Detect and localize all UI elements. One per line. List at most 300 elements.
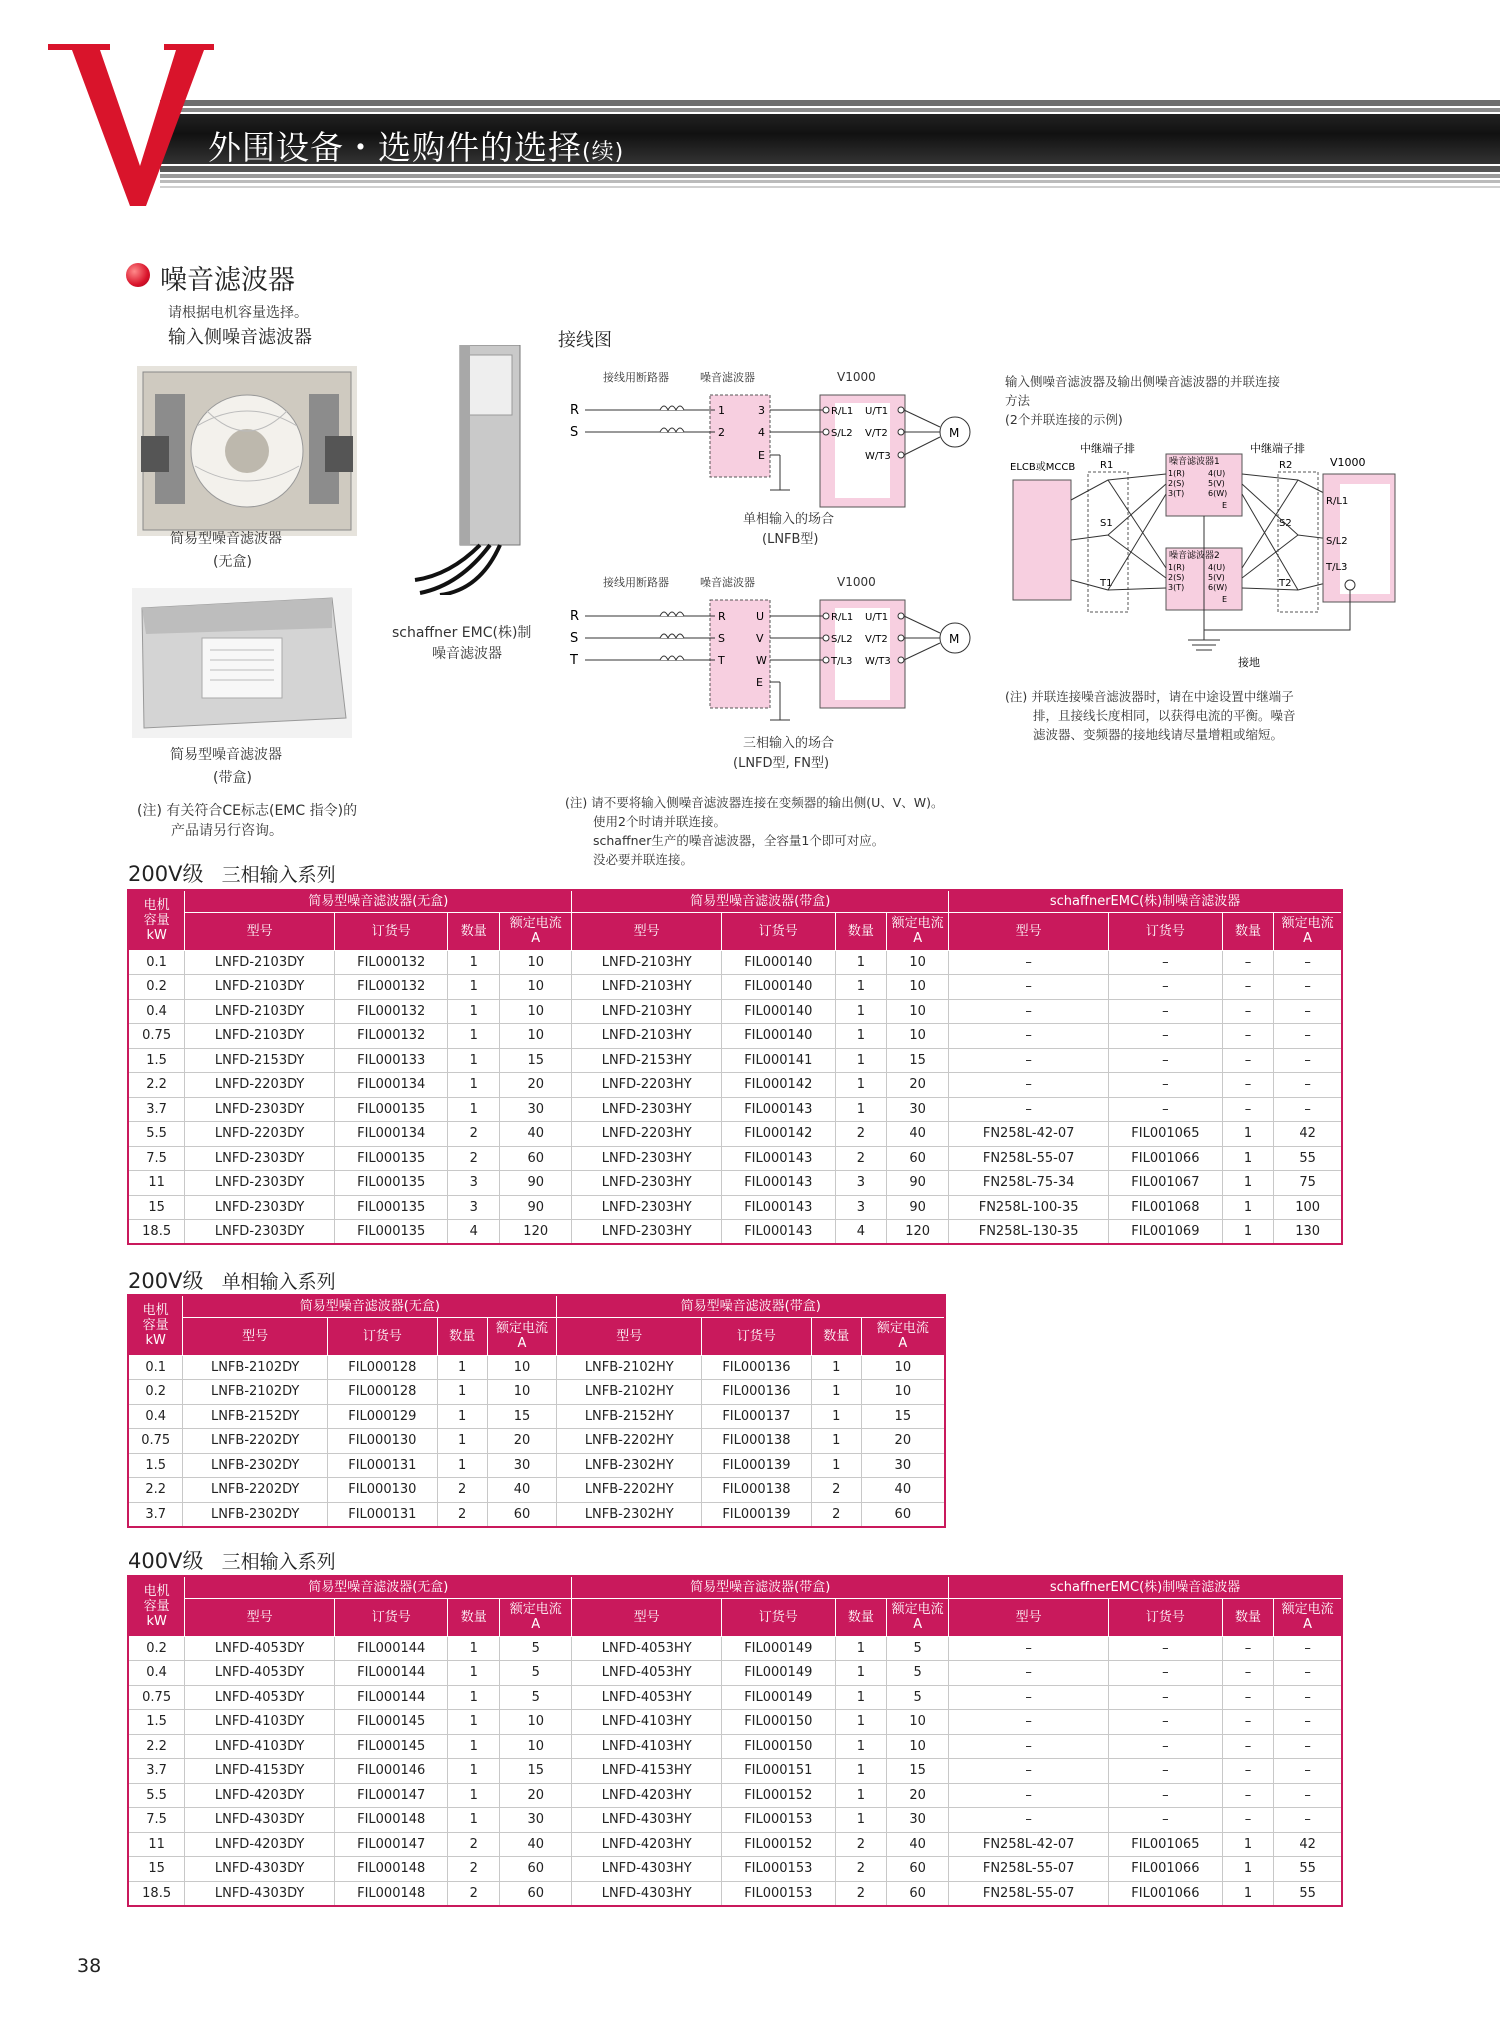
table-cell: FIL000147 — [334, 1832, 448, 1857]
d2-input-S: S — [570, 631, 579, 646]
wiring-note-line-3: schaffner生产的噪音滤波器，全容量1个即可对应。 — [593, 833, 885, 848]
table-cell: 2 — [811, 1502, 861, 1527]
parallel-title-line-3: (2个并联连接的示例) — [1005, 412, 1123, 427]
table-cell: 40 — [887, 1832, 949, 1857]
table-cell: FIL000152 — [722, 1832, 836, 1857]
d1-term-VT2: V/T2 — [865, 428, 888, 439]
table-cell: – — [1109, 1685, 1223, 1710]
table-cell: 1 — [835, 1661, 887, 1686]
d1-motor-icon: M — [949, 426, 960, 440]
table-row — [128, 1171, 1342, 1196]
table-cell: 1 — [1222, 1195, 1274, 1220]
table-cell: 3.7 — [128, 1502, 183, 1527]
group-no-box-header: 简易型噪音滤波器(无盒) — [185, 1576, 572, 1598]
d3-f2-p4: 4(U) — [1208, 563, 1226, 572]
qty-header: 数量 — [1222, 1598, 1274, 1636]
table-cell: 60 — [487, 1502, 557, 1527]
table-row — [128, 1636, 1342, 1661]
d3-f1-pE: E — [1222, 501, 1228, 510]
table-cell: LNFD-4053HY — [572, 1685, 722, 1710]
model-header: 型号 — [557, 1317, 702, 1355]
table-row — [128, 1220, 1342, 1245]
table-cell: FIL001065 — [1109, 1122, 1223, 1147]
table-cell: 1 — [811, 1404, 861, 1429]
table-cell: LNFD-4103DY — [185, 1710, 335, 1735]
table-cell: 3 — [835, 1195, 887, 1220]
table-cell: FIL000131 — [327, 1502, 437, 1527]
table-cell: 40 — [500, 1832, 572, 1857]
table-cell: FN258L-42-07 — [949, 1122, 1109, 1147]
table-cell: 2 — [835, 1122, 887, 1147]
d1-filter-term-4: 4 — [758, 426, 765, 439]
table-cell: 60 — [887, 1857, 949, 1882]
table-cell: LNFD-2303HY — [572, 1146, 722, 1171]
table-cell: – — [1109, 1710, 1223, 1735]
table-cell: 3.7 — [128, 1097, 185, 1122]
table-cell: FIL000137 — [702, 1404, 812, 1429]
table-cell: – — [1109, 1636, 1223, 1661]
table-cell: 1 — [448, 1710, 500, 1735]
d3-f1-p6: 6(W) — [1208, 489, 1228, 498]
table-cell: 1 — [811, 1380, 861, 1405]
table-cell: LNFD-2153HY — [572, 1048, 722, 1073]
table-cell: – — [949, 1048, 1109, 1073]
table-cell: LNFD-4203HY — [572, 1832, 722, 1857]
table-cell: LNFD-2153DY — [185, 1048, 335, 1073]
table-cell: 0.2 — [128, 975, 185, 1000]
d3-R1: R1 — [1100, 460, 1114, 471]
table2-title: 200V级 单相输入系列 — [128, 1269, 336, 1293]
table-cell: 1 — [1222, 1122, 1274, 1147]
group-box-header: 简易型噪音滤波器(带盒) — [572, 890, 949, 912]
table-cell: 10 — [500, 1734, 572, 1759]
table-cell: 3 — [448, 1171, 500, 1196]
d3-term-RL1: R/L1 — [1326, 496, 1349, 507]
table-cell: 30 — [887, 1097, 949, 1122]
table-cell: 5 — [887, 1685, 949, 1710]
d1-caption-1: 单相输入的场合 — [743, 512, 835, 527]
table-cell: 1 — [448, 950, 500, 975]
model-header: 型号 — [572, 1598, 722, 1636]
table1-200v-three-phase — [127, 889, 1343, 1245]
table-cell: 5 — [500, 1685, 572, 1710]
table-cell: 1 — [835, 999, 887, 1024]
table-cell: – — [1109, 1048, 1223, 1073]
table-cell: LNFB-2152HY — [557, 1404, 702, 1429]
table-cell: FIL000148 — [334, 1857, 448, 1882]
order-header: 订货号 — [722, 912, 836, 950]
rated-current-header: 额定电流 A — [887, 1598, 949, 1636]
table-cell: 30 — [487, 1453, 557, 1478]
parallel-wiring-diagram — [1008, 440, 1400, 675]
table-cell: – — [949, 999, 1109, 1024]
table-cell: 1 — [448, 1024, 500, 1049]
table-cell: – — [1222, 1808, 1274, 1833]
table-cell: – — [1274, 1710, 1342, 1735]
table-cell: 0.75 — [128, 1429, 183, 1454]
d3-S2: S2 — [1279, 518, 1292, 529]
table-cell: 1.5 — [128, 1048, 185, 1073]
table-cell: 10 — [861, 1355, 945, 1380]
ce-note-line-1: (注) 有关符合CE标志(EMC 指令)的 — [137, 803, 358, 819]
d2-filter-term-S: S — [718, 632, 725, 645]
table-cell: 10 — [887, 999, 949, 1024]
table-cell: – — [1222, 1661, 1274, 1686]
table-cell: FIL000140 — [722, 999, 836, 1024]
d1-input-S: S — [570, 425, 579, 440]
order-header: 订货号 — [334, 1598, 448, 1636]
table-cell: – — [1222, 950, 1274, 975]
table-cell: 55 — [1274, 1146, 1342, 1171]
table-cell: 1 — [1222, 1881, 1274, 1906]
table-cell: – — [1222, 1710, 1274, 1735]
table-row — [128, 1685, 1342, 1710]
motor-capacity-header: 电机 容量 kW — [128, 890, 185, 950]
table-cell: 1 — [811, 1355, 861, 1380]
page-title: 外围设备・选购件的选择(续) — [208, 128, 625, 167]
table-cell: LNFD-2203DY — [185, 1122, 335, 1147]
table-cell: FIL000130 — [327, 1429, 437, 1454]
table-cell: – — [1109, 1024, 1223, 1049]
table-cell: 3 — [448, 1195, 500, 1220]
table-row — [128, 1783, 1342, 1808]
table-cell: – — [1274, 975, 1342, 1000]
table-cell: 90 — [887, 1195, 949, 1220]
table1-title: 200V级 三相输入系列 — [128, 862, 336, 886]
table-cell: FIL000143 — [722, 1171, 836, 1196]
box-caption-2: (带盒) — [213, 770, 252, 786]
table-row — [128, 1429, 945, 1454]
model-header: 型号 — [572, 912, 722, 950]
d3-T1: T1 — [1100, 578, 1113, 589]
model-header: 型号 — [185, 912, 335, 950]
table-cell: – — [1109, 1661, 1223, 1686]
rated-current-header: 额定电流 A — [887, 912, 949, 950]
table-cell: FN258L-75-34 — [949, 1171, 1109, 1196]
table-cell: – — [1274, 1661, 1342, 1686]
table-cell: FIL000132 — [334, 950, 448, 975]
table-cell: 40 — [487, 1478, 557, 1503]
rated-current-header: 额定电流 A — [500, 1598, 572, 1636]
table-cell: – — [1109, 999, 1223, 1024]
table-cell: – — [1274, 1759, 1342, 1784]
filter-no-box-image — [137, 366, 357, 536]
group-no-box-header: 简易型噪音滤波器(无盒) — [185, 890, 572, 912]
table-cell: 10 — [500, 1024, 572, 1049]
table-cell: – — [949, 1073, 1109, 1098]
table-cell: 5 — [500, 1661, 572, 1686]
table-cell: 3.7 — [128, 1759, 185, 1784]
table-cell: LNFD-2303HY — [572, 1195, 722, 1220]
table-cell: 60 — [500, 1857, 572, 1882]
table-cell: FIL000135 — [334, 1171, 448, 1196]
d2-term-RL1: R/L1 — [831, 612, 854, 623]
table-cell: FIL001066 — [1109, 1857, 1223, 1882]
order-header: 订货号 — [702, 1317, 812, 1355]
table-cell: – — [1274, 1636, 1342, 1661]
table-cell: 1 — [835, 1048, 887, 1073]
d3-f1-p1: 1(R) — [1168, 469, 1185, 478]
d3-filter2-label: 噪音滤波器2 — [1169, 551, 1220, 561]
qty-header: 数量 — [835, 1598, 887, 1636]
table-cell: 55 — [1274, 1881, 1342, 1906]
table-cell: LNFD-2303DY — [185, 1146, 335, 1171]
table-cell: FIL000153 — [722, 1857, 836, 1882]
table-cell: 2 — [811, 1478, 861, 1503]
table-cell: FIL000134 — [334, 1122, 448, 1147]
table-cell: LNFB-2302DY — [183, 1502, 328, 1527]
d3-T2: T2 — [1279, 578, 1292, 589]
table-cell: LNFD-4103HY — [572, 1734, 722, 1759]
table-cell: LNFB-2202DY — [183, 1429, 328, 1454]
table-cell: 2 — [835, 1881, 887, 1906]
table-row — [128, 999, 1342, 1024]
d3-R2: R2 — [1279, 460, 1293, 471]
section-intro: 请根据电机容量选择。 — [168, 305, 308, 321]
rated-current-header: 额定电流 A — [487, 1317, 557, 1355]
table-cell: 15 — [887, 1048, 949, 1073]
table-cell: 1 — [835, 950, 887, 975]
table-cell: FIL000140 — [722, 975, 836, 1000]
table-cell: LNFD-4303HY — [572, 1857, 722, 1882]
d3-S1: S1 — [1100, 518, 1113, 529]
table-cell: 1 — [448, 1734, 500, 1759]
table-cell: 20 — [500, 1073, 572, 1098]
no-box-caption-1: 简易型噪音滤波器 — [170, 531, 282, 547]
table-cell: – — [949, 1710, 1109, 1735]
table-cell: – — [1109, 975, 1223, 1000]
table-cell: 10 — [487, 1355, 557, 1380]
table-cell: FIL000142 — [722, 1073, 836, 1098]
d3-f1-p3: 3(T) — [1168, 489, 1185, 498]
parallel-note-line-1: (注) 并联连接噪音滤波器时，请在中途设置中继端子 — [1005, 689, 1294, 704]
table-cell: LNFD-2103HY — [572, 999, 722, 1024]
table-cell: 1.5 — [128, 1710, 185, 1735]
table-cell: 75 — [1274, 1171, 1342, 1196]
table-cell: 0.75 — [128, 1685, 185, 1710]
d3-relay-2-label: 中继端子排 — [1250, 442, 1305, 455]
d1-input-R: R — [570, 403, 580, 418]
wiring-note-line-1: (注) 请不要将输入侧噪音滤波器连接在变频器的输出侧(U、V、W)。 — [565, 795, 944, 810]
parallel-note — [1005, 687, 1296, 744]
table-cell: FIL000135 — [334, 1195, 448, 1220]
d3-filter1-label: 噪音滤波器1 — [1169, 457, 1220, 467]
d3-ground-label: 接地 — [1238, 656, 1260, 669]
ce-note — [137, 801, 357, 841]
table-cell: – — [1274, 1097, 1342, 1122]
table-row — [128, 1355, 945, 1380]
table-cell: 1 — [811, 1429, 861, 1454]
table-cell: FIL001066 — [1109, 1146, 1223, 1171]
table-cell: LNFD-4153DY — [185, 1759, 335, 1784]
table-cell: 1 — [835, 1808, 887, 1833]
table-cell: LNFD-4053DY — [185, 1661, 335, 1686]
table-cell: LNFB-2202HY — [557, 1478, 702, 1503]
parallel-note-line-2: 排，且接线长度相同，以获得电流的平衡。噪音 — [1033, 708, 1296, 723]
schaffner-caption-2: 噪音滤波器 — [432, 646, 502, 662]
table-cell: LNFD-4203HY — [572, 1783, 722, 1808]
table-cell: – — [949, 1783, 1109, 1808]
d1-term-SL2: S/L2 — [831, 428, 853, 439]
table-cell: FIL000138 — [702, 1429, 812, 1454]
order-header: 订货号 — [1109, 912, 1223, 950]
table-cell: FIL000129 — [327, 1404, 437, 1429]
table-cell: FIL000143 — [722, 1146, 836, 1171]
table-cell: LNFD-4053DY — [185, 1636, 335, 1661]
d3-f2-p6: 6(W) — [1208, 583, 1228, 592]
table-cell: 1 — [835, 975, 887, 1000]
table-cell: FIL000144 — [334, 1636, 448, 1661]
table-cell: LNFB-2302HY — [557, 1453, 702, 1478]
d3-f1-p4: 4(U) — [1208, 469, 1226, 478]
table-cell: FIL000145 — [334, 1710, 448, 1735]
table-row — [128, 1661, 1342, 1686]
table-cell: 40 — [887, 1122, 949, 1147]
table-cell: FIL001067 — [1109, 1171, 1223, 1196]
table-cell: LNFD-2303DY — [185, 1195, 335, 1220]
wiring-note — [565, 793, 944, 869]
table-cell: FIL000144 — [334, 1685, 448, 1710]
table-cell: 2.2 — [128, 1478, 183, 1503]
table-cell: FIL000151 — [722, 1759, 836, 1784]
rated-current-header: 额定电流 A — [861, 1317, 945, 1355]
table-cell: FN258L-55-07 — [949, 1881, 1109, 1906]
table-cell: 10 — [887, 950, 949, 975]
table-cell: 60 — [500, 1881, 572, 1906]
table-cell: 120 — [500, 1220, 572, 1245]
table-cell: LNFD-2303HY — [572, 1171, 722, 1196]
group-no-box-header: 简易型噪音滤波器(无盒) — [183, 1295, 557, 1317]
table-cell: 5 — [500, 1636, 572, 1661]
d2-filter-term-U: U — [756, 610, 765, 623]
model-header: 型号 — [949, 912, 1109, 950]
d2-term-VT2: V/T2 — [865, 634, 888, 645]
wiring-note-line-2: 使用2个时请并联连接。 — [593, 814, 726, 829]
table-cell: 10 — [887, 1710, 949, 1735]
table-cell: LNFD-4203DY — [185, 1783, 335, 1808]
table-cell: FIL000132 — [334, 1024, 448, 1049]
table-cell: – — [1222, 975, 1274, 1000]
table-cell: 15 — [128, 1195, 185, 1220]
table-cell: 60 — [887, 1881, 949, 1906]
table-cell: 60 — [500, 1146, 572, 1171]
order-header: 订货号 — [334, 912, 448, 950]
table-cell: 1 — [835, 1734, 887, 1759]
d1-filter-term-3: 3 — [758, 404, 765, 417]
table-cell: 0.1 — [128, 950, 185, 975]
table-row — [128, 1502, 945, 1527]
table-cell: – — [1274, 1685, 1342, 1710]
table-cell: – — [949, 1661, 1109, 1686]
table-cell: 18.5 — [128, 1881, 185, 1906]
table-cell: 7.5 — [128, 1146, 185, 1171]
table-cell: 1 — [448, 999, 500, 1024]
table-cell: 2 — [437, 1502, 487, 1527]
table-cell: – — [949, 1759, 1109, 1784]
table-cell: – — [949, 950, 1109, 975]
table-cell: FIL000141 — [722, 1048, 836, 1073]
table-cell: – — [1222, 1636, 1274, 1661]
table-cell: FIL000136 — [702, 1380, 812, 1405]
table-cell: – — [949, 1636, 1109, 1661]
table-cell: 15 — [861, 1404, 945, 1429]
table-cell: 1 — [437, 1404, 487, 1429]
table-cell: 4 — [448, 1220, 500, 1245]
group-box-header: 简易型噪音滤波器(带盒) — [572, 1576, 949, 1598]
table-cell: 40 — [500, 1122, 572, 1147]
table-cell: – — [1109, 1783, 1223, 1808]
table-cell: FIL000153 — [722, 1808, 836, 1833]
table-row — [128, 1857, 1342, 1882]
table-cell: 1 — [1222, 1832, 1274, 1857]
schaffner-filter-image — [410, 345, 570, 595]
table-row — [128, 1195, 1342, 1220]
table-cell: FIL000150 — [722, 1734, 836, 1759]
table-cell: 42 — [1274, 1832, 1342, 1857]
table-cell: – — [1222, 1734, 1274, 1759]
table-cell: FIL000136 — [702, 1355, 812, 1380]
d1-breaker-label: 接线用断路器 — [603, 371, 669, 384]
group-schaffner-header: schaffnerEMC(株)制噪音滤波器 — [949, 1576, 1342, 1598]
d3-term-TL3: T/L3 — [1326, 562, 1348, 573]
table-cell: FIL000135 — [334, 1220, 448, 1245]
table-cell: – — [1222, 1759, 1274, 1784]
d3-f2-p5: 5(V) — [1208, 573, 1225, 582]
table-cell: – — [1274, 1808, 1342, 1833]
table-cell: LNFD-4303DY — [185, 1881, 335, 1906]
parallel-title-line-1: 输入侧噪音滤波器及输出侧噪音滤波器的并联连接 — [1005, 374, 1281, 389]
table-cell: 2 — [448, 1881, 500, 1906]
table-cell: 1 — [1222, 1857, 1274, 1882]
table-cell: – — [1109, 1759, 1223, 1784]
d1-inverter-label: V1000 — [837, 370, 876, 384]
table-cell: – — [1274, 1048, 1342, 1073]
table-cell: FIL000135 — [334, 1097, 448, 1122]
d3-term-SL2: S/L2 — [1326, 536, 1348, 547]
table-cell: FIL001068 — [1109, 1195, 1223, 1220]
table-cell: 1 — [448, 1759, 500, 1784]
table-row — [128, 1759, 1342, 1784]
table3-400v-three-phase — [127, 1575, 1343, 1907]
schaffner-caption-1: schaffner EMC(株)制 — [392, 625, 532, 641]
table-cell: 30 — [887, 1808, 949, 1833]
table-cell: 10 — [500, 975, 572, 1000]
table-cell: FIL000140 — [722, 950, 836, 975]
table-cell: 1 — [1222, 1171, 1274, 1196]
table-cell: 1 — [1222, 1146, 1274, 1171]
d3-f2-p1: 1(R) — [1168, 563, 1185, 572]
d3-f2-p2: 2(S) — [1168, 573, 1185, 582]
table-cell: 1 — [448, 1073, 500, 1098]
d2-caption-1: 三相输入的场合 — [743, 736, 835, 751]
d2-filter-term-V: V — [756, 632, 764, 645]
table-cell: FIL000152 — [722, 1783, 836, 1808]
d1-filter-label: 噪音滤波器 — [700, 371, 755, 384]
table-cell: FIL000131 — [327, 1453, 437, 1478]
table-cell: 1 — [835, 1783, 887, 1808]
d3-f2-pE: E — [1222, 595, 1228, 604]
table-cell: 1 — [835, 1636, 887, 1661]
d2-motor-icon: M — [949, 632, 960, 646]
table-cell: – — [949, 1024, 1109, 1049]
table-row — [128, 1478, 945, 1503]
table-cell: LNFB-2102HY — [557, 1355, 702, 1380]
table-cell: 42 — [1274, 1122, 1342, 1147]
table-cell: FIL000149 — [722, 1636, 836, 1661]
table-cell: 0.2 — [128, 1380, 183, 1405]
table-cell: 30 — [861, 1453, 945, 1478]
table-cell: FIL000144 — [334, 1661, 448, 1686]
